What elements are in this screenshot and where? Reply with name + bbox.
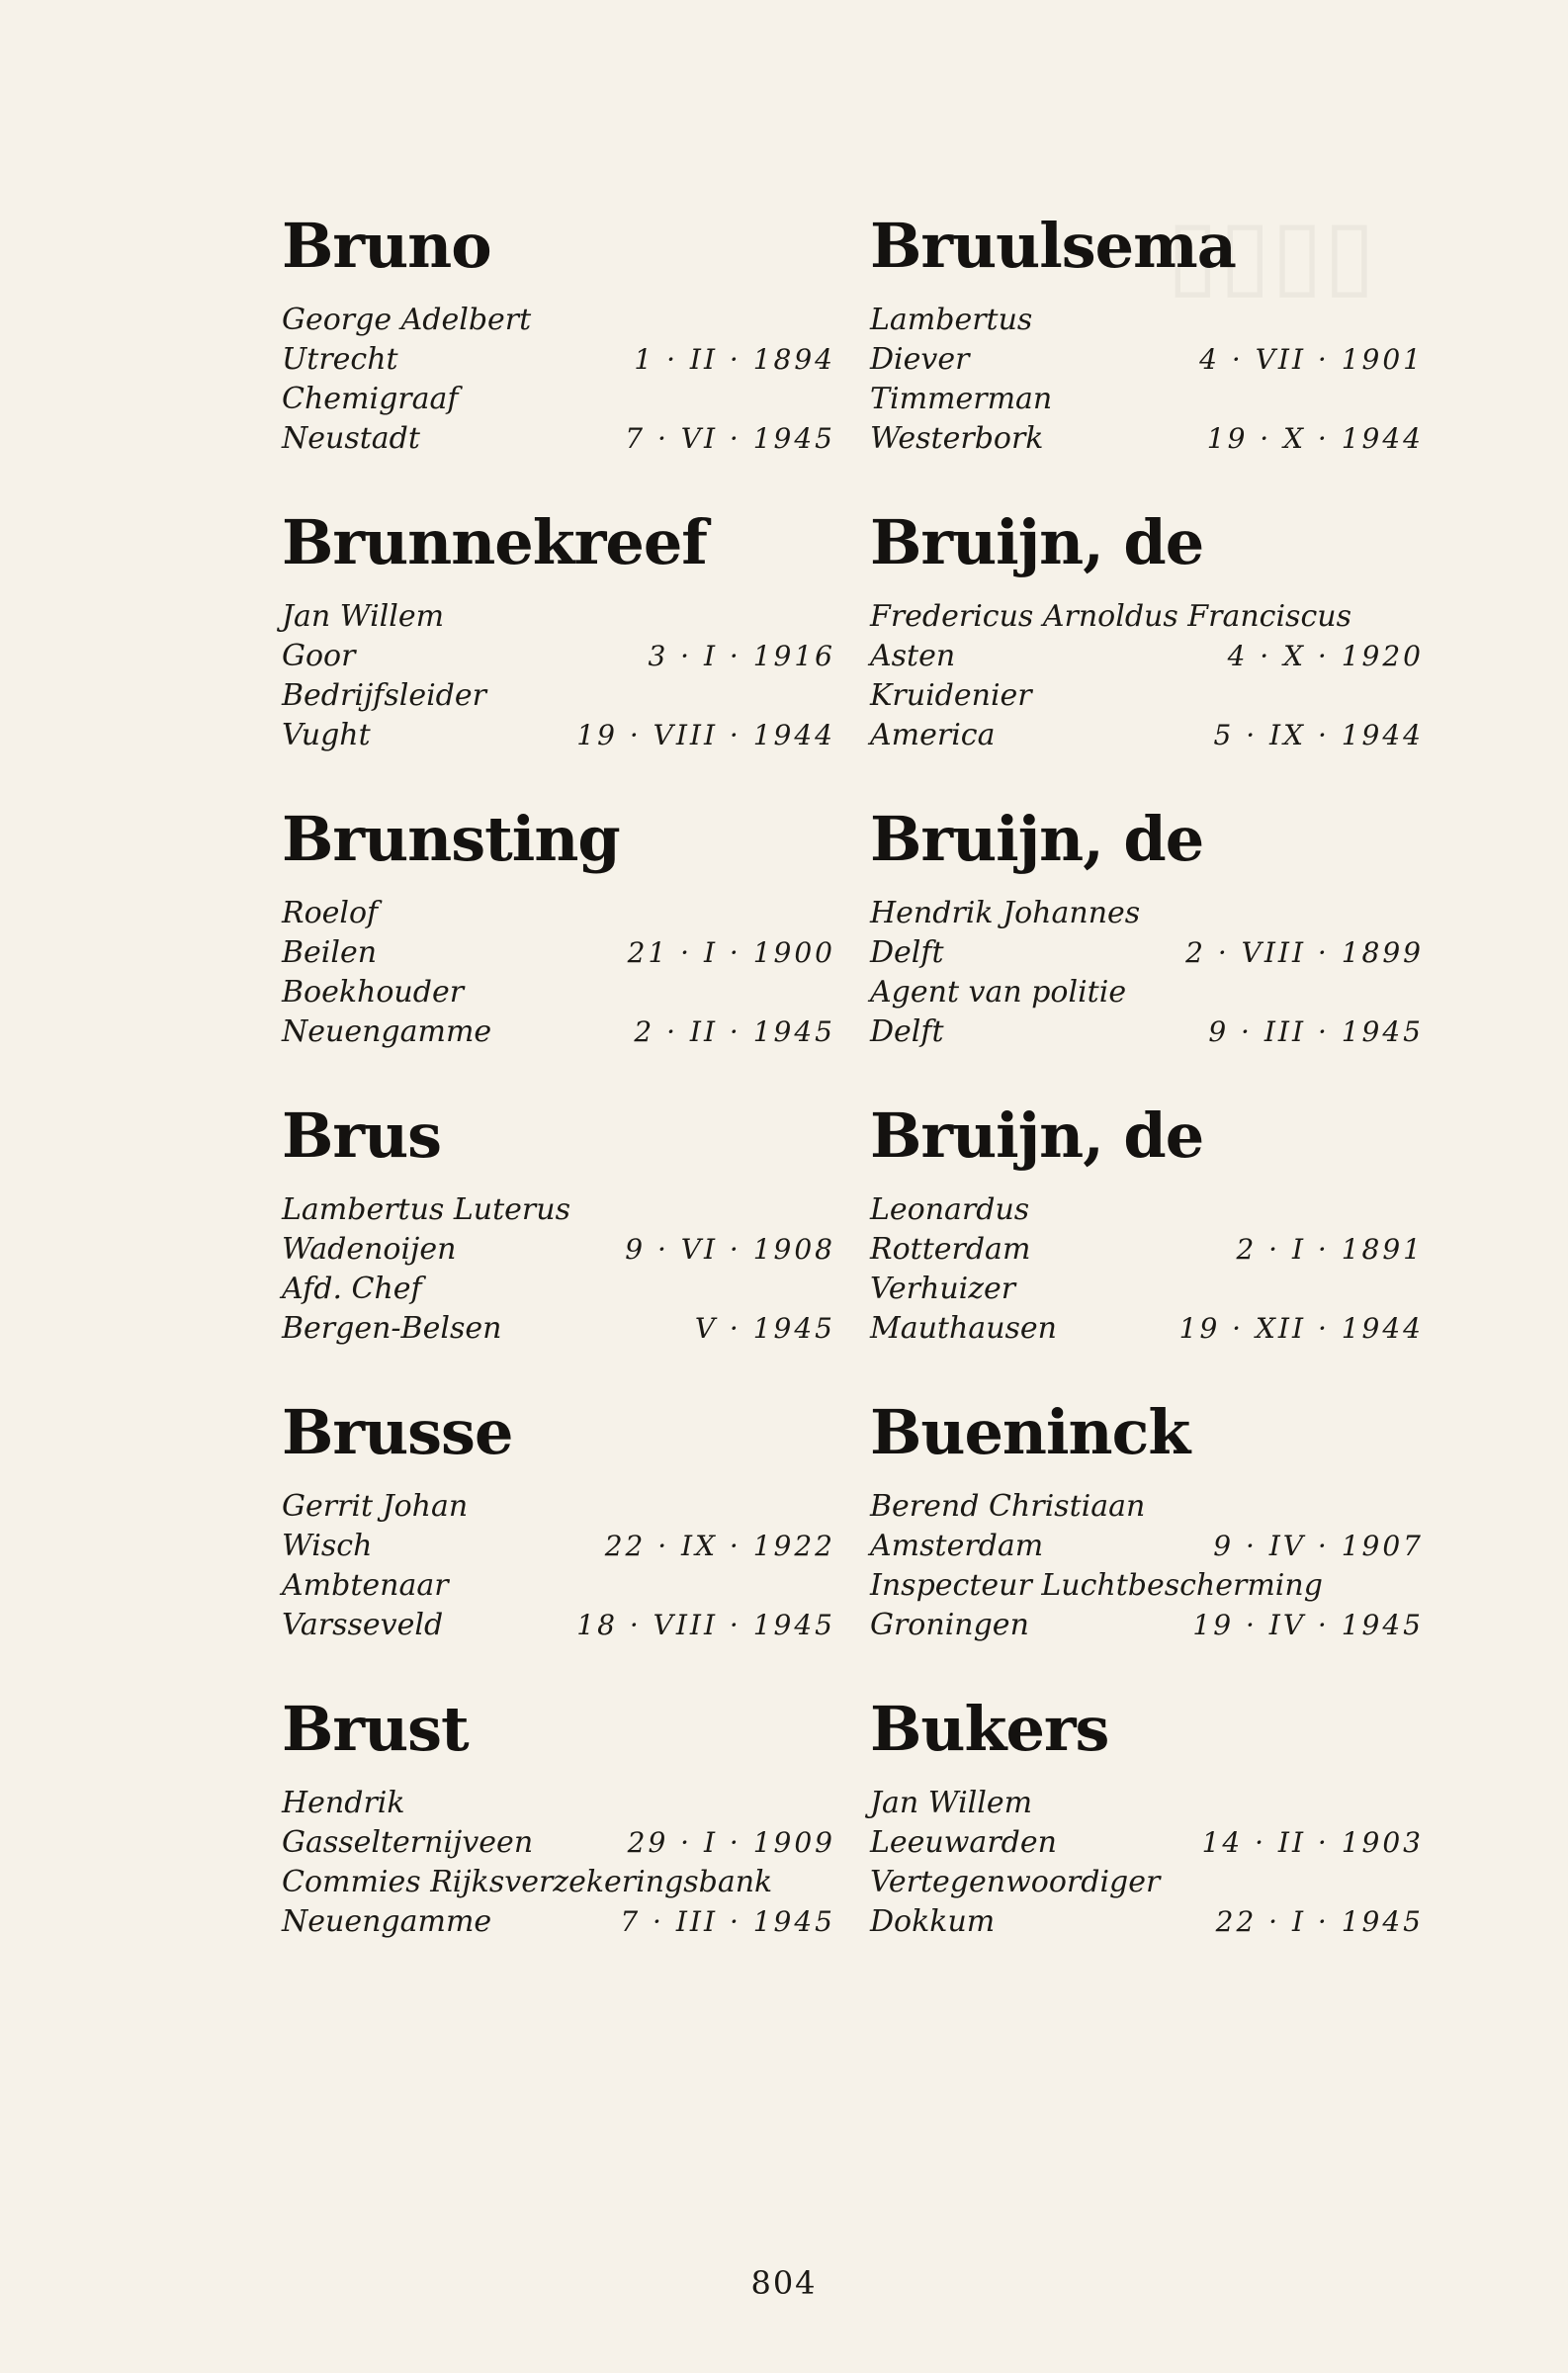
death-row bbox=[870, 1606, 1424, 1645]
memorial-entry bbox=[282, 1345, 835, 1641]
birth-row bbox=[282, 1527, 835, 1566]
death-row bbox=[870, 1902, 1424, 1942]
given-names: Fredericus Arnoldus Franciscus bbox=[870, 599, 1351, 634]
occupation: Bedrijfsleider bbox=[282, 678, 486, 713]
birth-row bbox=[870, 1527, 1424, 1566]
given-names: George Adelbert bbox=[282, 303, 532, 337]
occupation: Ambtenaar bbox=[282, 1568, 449, 1603]
birthplace: Beilen bbox=[282, 935, 378, 970]
given-names: Jan Willem bbox=[282, 599, 445, 634]
death-date: 18 · VIII · 1945 bbox=[576, 1609, 835, 1641]
death-place: Neuengamme bbox=[282, 1904, 492, 1939]
death-row bbox=[870, 1309, 1424, 1349]
birth-date: 21 · I · 1900 bbox=[627, 936, 835, 969]
given-names: Lambertus bbox=[870, 303, 1033, 337]
given-names: Hendrik bbox=[282, 1786, 405, 1820]
memorial-entry bbox=[282, 1641, 835, 1938]
birth-date: 1 · II · 1894 bbox=[634, 343, 835, 376]
death-row bbox=[282, 1309, 835, 1349]
birthplace: Amsterdam bbox=[870, 1529, 1044, 1563]
memorial-entry bbox=[870, 751, 1424, 1048]
death-place: Groningen bbox=[870, 1608, 1029, 1642]
birthplace: Leeuwarden bbox=[870, 1825, 1057, 1860]
surname-heading: Bukers bbox=[870, 1693, 1109, 1765]
memorial-entry bbox=[282, 751, 835, 1048]
given-names: Berend Christiaan bbox=[870, 1489, 1146, 1524]
death-date: 2 · II · 1945 bbox=[634, 1015, 835, 1048]
occupation: Boekhouder bbox=[282, 975, 465, 1010]
occupation: Inspecteur Luchtbescherming bbox=[870, 1568, 1323, 1603]
birthplace: Utrecht bbox=[282, 342, 398, 377]
surname-heading: Bruijn, de bbox=[870, 1099, 1204, 1172]
death-date: 19 · XII · 1944 bbox=[1178, 1312, 1424, 1345]
death-row bbox=[870, 1012, 1424, 1052]
birthplace: Wisch bbox=[282, 1529, 373, 1563]
death-date: 19 · X · 1944 bbox=[1206, 422, 1424, 455]
surname-heading: Bruno bbox=[282, 210, 491, 282]
death-date: 19 · VIII · 1944 bbox=[576, 719, 835, 751]
birth-date: 2 · I · 1891 bbox=[1236, 1233, 1424, 1266]
death-place: America bbox=[870, 718, 996, 752]
birth-date: 29 · I · 1909 bbox=[627, 1826, 835, 1859]
death-row bbox=[282, 1902, 835, 1942]
occupation: Timmerman bbox=[870, 382, 1053, 416]
death-row bbox=[282, 1606, 835, 1645]
birthplace: Asten bbox=[870, 639, 956, 673]
death-place: Bergen-Belsen bbox=[282, 1311, 502, 1346]
surname-heading: Brus bbox=[282, 1099, 442, 1172]
birthplace: Rotterdam bbox=[870, 1232, 1031, 1267]
given-names: Jan Willem bbox=[870, 1786, 1033, 1820]
death-place: Varsseveld bbox=[282, 1608, 444, 1642]
memorial-entry bbox=[282, 158, 835, 455]
page-number: 804 bbox=[750, 2264, 818, 2302]
surname-heading: Bruijn, de bbox=[870, 803, 1204, 875]
birth-date: 4 · X · 1920 bbox=[1227, 640, 1424, 672]
given-names: Hendrik Johannes bbox=[870, 896, 1141, 930]
birth-row bbox=[870, 1230, 1424, 1270]
surname-heading: Brust bbox=[282, 1693, 469, 1765]
memorial-entry bbox=[870, 455, 1424, 751]
birthplace: Delft bbox=[870, 935, 944, 970]
memorial-entry bbox=[870, 1345, 1424, 1641]
death-place: Neustadt bbox=[282, 421, 420, 456]
surname-heading: Brunsting bbox=[282, 803, 620, 875]
death-place: Mauthausen bbox=[870, 1311, 1057, 1346]
surname-heading: Brusse bbox=[282, 1396, 513, 1468]
death-date: 7 · III · 1945 bbox=[620, 1905, 835, 1938]
right-column bbox=[870, 158, 1424, 1938]
birth-row bbox=[282, 340, 835, 380]
death-place: Dokkum bbox=[870, 1904, 996, 1939]
death-date: 5 · IX · 1944 bbox=[1213, 719, 1424, 751]
birth-date: 3 · I · 1916 bbox=[648, 640, 835, 672]
birth-row bbox=[282, 1230, 835, 1270]
birthplace: Diever bbox=[870, 342, 970, 377]
memorial-entry bbox=[282, 455, 835, 751]
death-row bbox=[870, 716, 1424, 755]
occupation: Afd. Chef bbox=[282, 1272, 422, 1306]
surname-heading: Bruijn, de bbox=[870, 506, 1204, 578]
death-date: 9 · III · 1945 bbox=[1208, 1015, 1424, 1048]
surname-heading: Bueninck bbox=[870, 1396, 1190, 1468]
left-column bbox=[282, 158, 835, 1938]
death-date: 22 · I · 1945 bbox=[1215, 1905, 1424, 1938]
given-names: Gerrit Johan bbox=[282, 1489, 469, 1524]
birth-date: 14 · II · 1903 bbox=[1201, 1826, 1424, 1859]
birth-row bbox=[870, 637, 1424, 676]
memorial-entry bbox=[870, 158, 1424, 455]
birth-row bbox=[870, 1823, 1424, 1863]
memorial-entry bbox=[282, 1048, 835, 1345]
occupation: Commies Rijksverzekeringsbank bbox=[282, 1865, 773, 1899]
death-place: Neuengamme bbox=[282, 1014, 492, 1049]
birth-date: 2 · VIII · 1899 bbox=[1185, 936, 1424, 969]
birth-row bbox=[282, 933, 835, 973]
birth-row bbox=[870, 340, 1424, 380]
death-date: 19 · IV · 1945 bbox=[1192, 1609, 1424, 1641]
occupation: Vertegenwoordiger bbox=[870, 1865, 1161, 1899]
death-date: V · 1945 bbox=[694, 1312, 835, 1345]
surname-heading: Brunnekreef bbox=[282, 506, 707, 578]
birth-date: 9 · VI · 1908 bbox=[625, 1233, 835, 1266]
show-through-texture: ▯▯▯▯ bbox=[1167, 198, 1376, 308]
death-place: Vught bbox=[282, 718, 371, 752]
birth-row bbox=[870, 933, 1424, 973]
given-names: Roelof bbox=[282, 896, 379, 930]
death-place: Westerbork bbox=[870, 421, 1044, 456]
given-names: Lambertus Luterus bbox=[282, 1192, 570, 1227]
birth-date: 22 · IX · 1922 bbox=[604, 1530, 835, 1562]
given-names: Leonardus bbox=[870, 1192, 1030, 1227]
occupation: Kruidenier bbox=[870, 678, 1032, 713]
memorial-entry bbox=[870, 1048, 1424, 1345]
occupation: Verhuizer bbox=[870, 1272, 1016, 1306]
birth-row bbox=[282, 1823, 835, 1863]
death-place: Delft bbox=[870, 1014, 944, 1049]
death-row bbox=[870, 419, 1424, 459]
memorial-entry bbox=[870, 1641, 1424, 1938]
birthplace: Wadenoijen bbox=[282, 1232, 457, 1267]
birth-row bbox=[282, 637, 835, 676]
death-row bbox=[282, 1012, 835, 1052]
birth-date: 9 · IV · 1907 bbox=[1213, 1530, 1424, 1562]
birthplace: Gasselternijveen bbox=[282, 1825, 534, 1860]
death-date: 7 · VI · 1945 bbox=[625, 422, 835, 455]
birth-date: 4 · VII · 1901 bbox=[1199, 343, 1424, 376]
death-row bbox=[282, 716, 835, 755]
occupation: Chemigraaf bbox=[282, 382, 459, 416]
birthplace: Goor bbox=[282, 639, 356, 673]
surname-heading: Bruulsema bbox=[870, 210, 1236, 282]
death-row bbox=[282, 419, 835, 459]
occupation: Agent van politie bbox=[870, 975, 1127, 1010]
